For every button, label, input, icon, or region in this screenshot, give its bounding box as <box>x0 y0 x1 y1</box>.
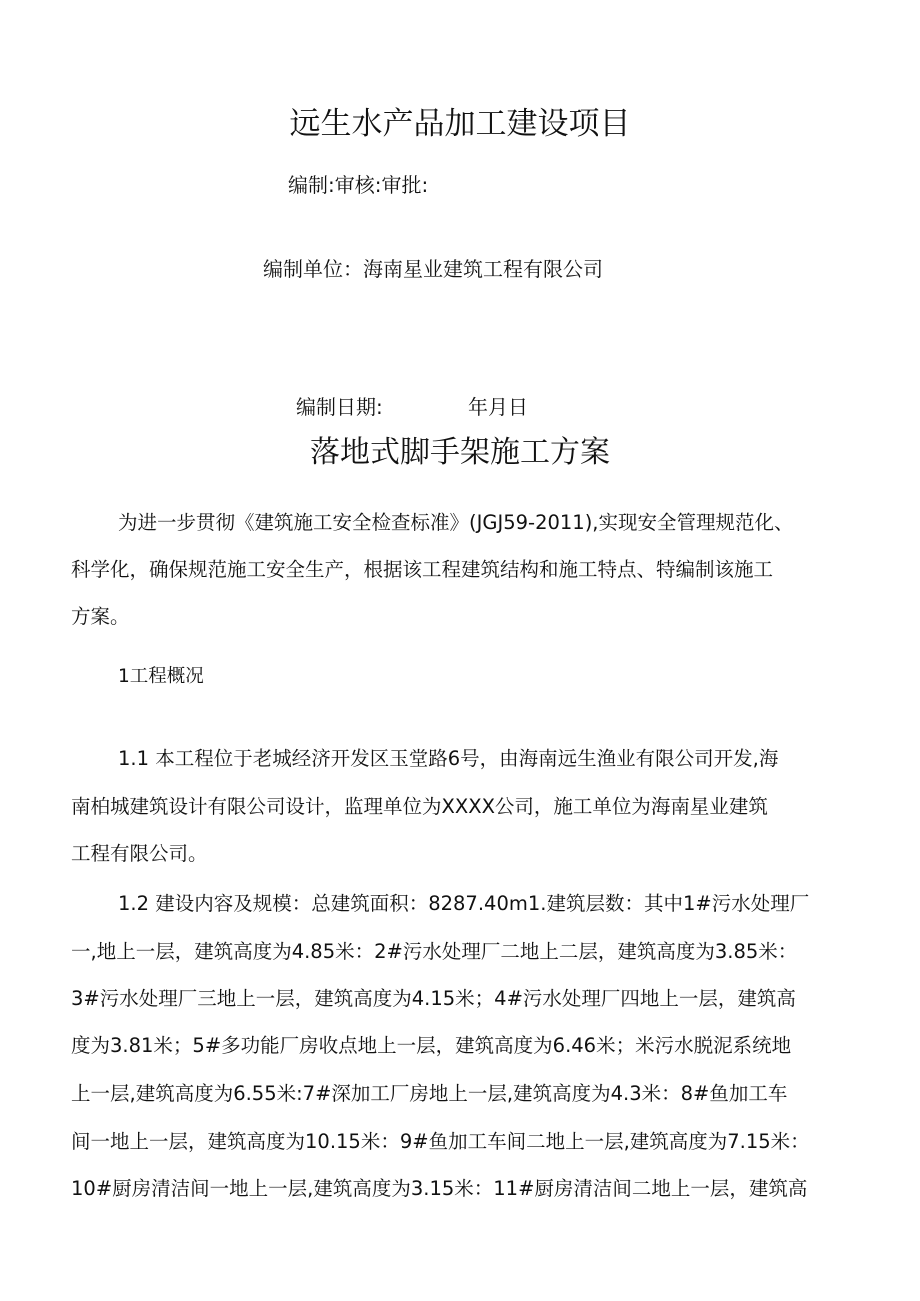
cover-date-label: 编制日期: <box>296 395 383 419</box>
plan-title: 落地式脚手架施工方案 <box>310 435 610 470</box>
cover-date-value: 年月日 <box>468 395 528 419</box>
item-1-2-line: 上一层,建筑高度为6.55米:7#深加工厂房地上一层,建筑高度为4.3米：8#鱼加工车 <box>71 1082 788 1105</box>
item-1-1-line: 工程有限公司。 <box>71 842 208 865</box>
item-1-2-line: 度为3.81米；5#多功能厂房收点地上一层，建筑高度为6.46米；米污水脱泥系统地 <box>71 1034 792 1057</box>
item-1-2-line: 间一地上一层，建筑高度为10.15米：9#鱼加工车间二地上一层,建筑高度为7.15米： <box>71 1130 810 1153</box>
item-1-1-line: 1.1 本工程位于老城经济开发区玉堂路6号，由海南远生渔业有限公司开发,海 <box>118 747 779 770</box>
intro-line: 科学化，确保规范施工安全生产，根据该工程建筑结构和施工特点、特编制该施工 <box>71 558 774 581</box>
item-1-2-line: 3#污水处理厂三地上一层，建筑高度为4.15米；4#污水处理厂四地上一层，建筑高 <box>71 987 796 1010</box>
item-1-2-line: 10#厨房清洁间一地上一层,建筑高度为3.15米：11#厨房清洁间二地上一层，建筑高 <box>71 1177 808 1200</box>
item-1-2-line: 一,地上一层，建筑高度为4.85米：2#污水处理厂二地上二层，建筑高度为3.85米： <box>71 940 798 963</box>
cover-signers-line: 编制:审核:审批: <box>288 173 429 197</box>
item-1-1-line: 南柏城建筑设计有限公司设计，监理单位为XXXX公司，施工单位为海南星业建筑 <box>71 795 768 818</box>
cover-project-title: 远生水产品加工建设项目 <box>289 106 631 142</box>
intro-line: 为进一步贯彻《建筑施工安全检查标准》(JGJ59-2011),实现安全管理规范化、 <box>118 511 794 534</box>
intro-line: 方案。 <box>71 605 130 628</box>
section-heading-1: 1工程概况 <box>118 666 204 687</box>
item-1-2-line: 1.2 建设内容及规模：总建筑面积：8287.40m1.建筑层数：其中1#污水处理厂 <box>118 892 810 915</box>
cover-organization: 编制单位：海南星业建筑工程有限公司 <box>263 257 603 281</box>
